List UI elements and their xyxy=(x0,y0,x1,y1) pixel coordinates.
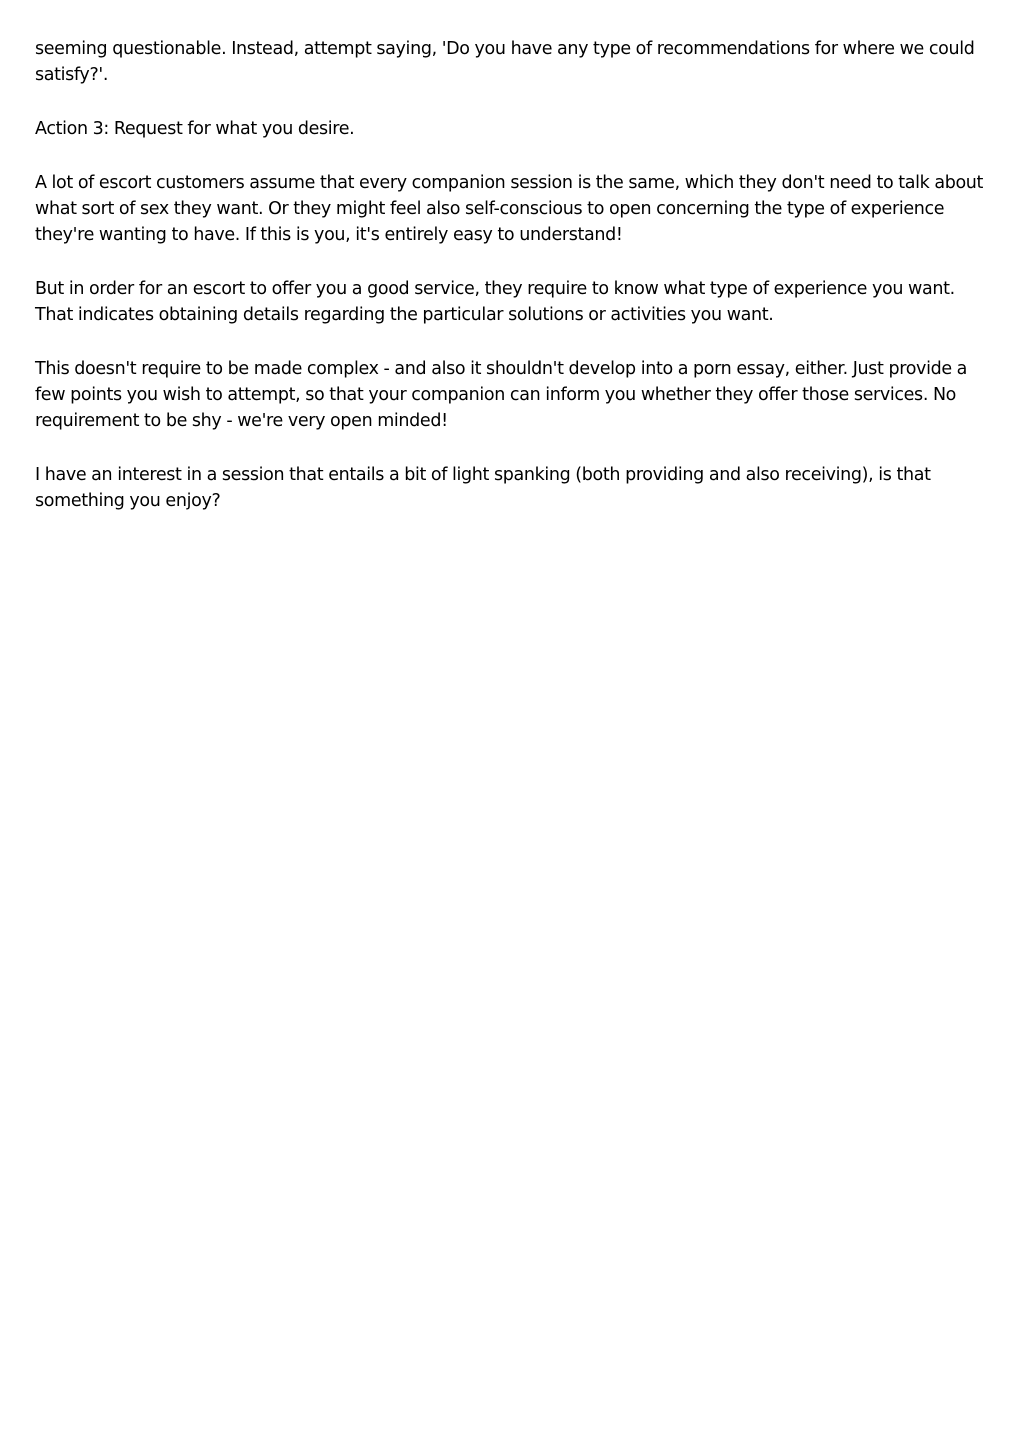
paragraph-example-request: I have an interest in a session that entails a bit of light spanking (both providing and also receiving), is that something you enjoy? xyxy=(35,465,931,511)
paragraph-intro-continuation: seeming questionable. Instead, attempt saying, 'Do you have any type of recommendations for where we could satisfy?'. xyxy=(35,39,975,85)
paragraph-action-3-heading: Action 3: Request for what you desire. xyxy=(35,119,355,139)
paragraph-good-service: But in order for an escort to offer you a good service, they require to know what type of experience you want. That indicates obtaining details regarding the particular solutions or activities you want. xyxy=(35,279,955,325)
document-body xyxy=(35,36,995,542)
paragraph-not-complex: This doesn't require to be made complex - and also it shouldn't develop into a porn essay, either. Just provide a few points you wish to attempt, so that your companion can inform you whether they offer those services. No requirement to be shy - we're very open minded! xyxy=(35,359,968,431)
paragraph-escort-customers: A lot of escort customers assume that every companion session is the same, which they don't need to talk about what sort of sex they want. Or they might feel also self-conscious to open concerning the type of experience they're wanting to have. If this is you, it's entirely easy to understand! xyxy=(35,173,984,245)
